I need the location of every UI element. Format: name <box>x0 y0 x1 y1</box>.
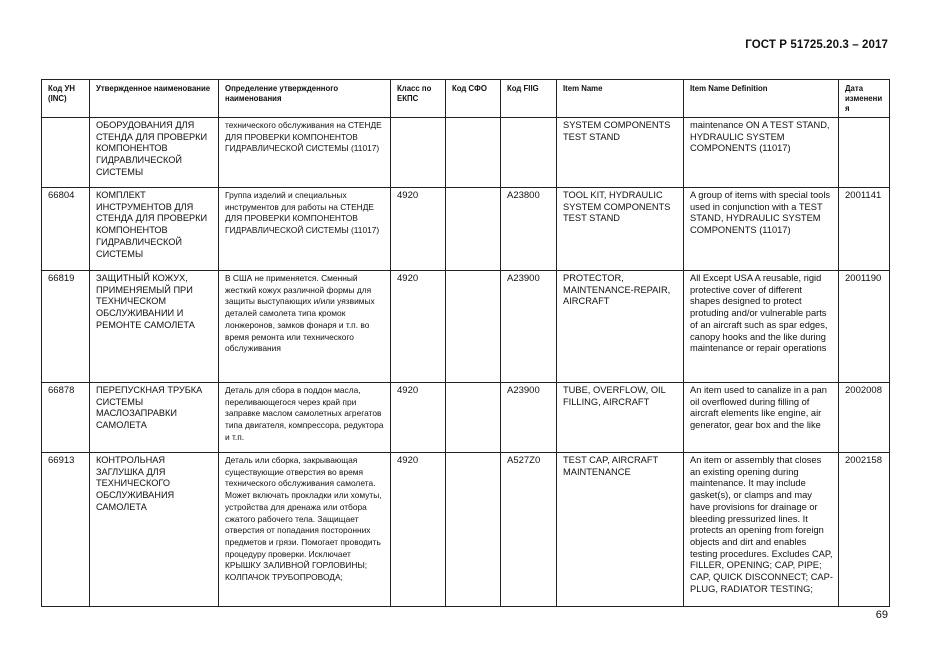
cell-change-date: 2002008 <box>839 383 890 453</box>
cell-inc <box>42 118 90 188</box>
col-header-approved-name: Утвержденное наименование <box>90 80 219 118</box>
cell-sfo-code <box>446 188 501 271</box>
cell-item-name-definition: All Except USA A reusable, rigid protective cover of different shapes designed to protect protuding and/or vulnerable parts of an aircraft such as spar edges, canopy hooks and the like during maintenance or repair operations <box>684 271 839 383</box>
cell-fiig-code: A23900 <box>501 383 557 453</box>
cell-sfo-code <box>446 453 501 607</box>
cell-item-name-definition: A group of items with special tools used in conjunction with a TEST STAND, HYDRAULIC SYSTEM COMPONENTS (11017) <box>684 188 839 271</box>
cell-definition: Группа изделий и специальных инструментов для работы на СТЕНДЕ ДЛЯ ПРОВЕРКИ КОМПОНЕНТОВ ГИДРАВЛИЧЕСКОЙ СИСТЕМЫ (11017) <box>219 188 391 271</box>
cell-inc: 66819 <box>42 271 90 383</box>
cell-approved-name: КОМПЛЕКТ ИНСТРУМЕНТОВ ДЛЯ СТЕНДА ДЛЯ ПРОВЕРКИ КОМПОНЕНТОВ ГИДРАВЛИЧЕСКОЙ СИСТЕМЫ <box>90 188 219 271</box>
cell-fiig-code <box>501 118 557 188</box>
table-row <box>42 271 890 383</box>
cell-fiig-code: A527Z0 <box>501 453 557 607</box>
col-header-inc: Код УН (INC) <box>42 80 90 118</box>
cell-sfo-code <box>446 118 501 188</box>
document-title: ГОСТ Р 51725.20.3 – 2017 <box>745 39 888 51</box>
col-header-change-date: Дата изменения <box>839 80 890 118</box>
cell-inc: 66804 <box>42 188 90 271</box>
cell-approved-name: ОБОРУДОВАНИЯ ДЛЯ СТЕНДА ДЛЯ ПРОВЕРКИ КОМПОНЕНТОВ ГИДРАВЛИЧЕСКОЙ СИСТЕМЫ <box>90 118 219 188</box>
data-table <box>41 79 890 607</box>
cell-change-date <box>839 118 890 188</box>
header-row <box>42 80 890 118</box>
cell-definition: В США не применяется. Сменный жесткий кожух различной формы для защиты выступающих и/или уязвимых деталей самолета типа кромок лонжеронов, замков фонаря и т.п. во время ремонта или технического обслуживания <box>219 271 391 383</box>
col-header-sfo-code: Код СФО <box>446 80 501 118</box>
cell-inc: 66913 <box>42 453 90 607</box>
cell-ekps-class: 4920 <box>391 383 446 453</box>
page-number: 69 <box>875 609 888 621</box>
cell-approved-name: ПЕРЕПУСКНАЯ ТРУБКА СИСТЕМЫ МАСЛОЗАПРАВКИ САМОЛЕТА <box>90 383 219 453</box>
col-header-ekps-class: Класс по ЕКПС <box>391 80 446 118</box>
cell-approved-name: ЗАЩИТНЫЙ КОЖУХ, ПРИМЕНЯЕМЫЙ ПРИ ТЕХНИЧЕСКОМ ОБСЛУЖИВАНИИ И РЕМОНТЕ САМОЛЕТА <box>90 271 219 383</box>
table-row <box>42 188 890 271</box>
cell-item-name-definition: An item or assembly that closes an existing opening during maintenance. It may include gasket(s), or clamps and may have provisions for drainage or bleeding pressurized lines. It protects an opening from foreign objects and dirt and enables testing procedures. Excludes CAP, FILLER, OPENING; CAP, PIPE; CAP, QUICK DISCONNECT; CAP-PLUG, RADIATOR TESTING; <box>684 453 839 607</box>
col-header-fiig-code: Код FIIG <box>501 80 557 118</box>
cell-ekps-class: 4920 <box>391 453 446 607</box>
cell-ekps-class: 4920 <box>391 188 446 271</box>
cell-ekps-class <box>391 118 446 188</box>
cell-inc: 66878 <box>42 383 90 453</box>
table-row <box>42 383 890 453</box>
cell-item-name: SYSTEM COMPONENTS TEST STAND <box>557 118 684 188</box>
cell-item-name-definition: An item used to canalize in a pan oil overflowed during filling of aircraft elements like engine, air generator, gear box and the like <box>684 383 839 453</box>
cell-change-date: 2002158 <box>839 453 890 607</box>
table-row <box>42 453 890 607</box>
cell-change-date: 2001141 <box>839 188 890 271</box>
cell-approved-name: КОНТРОЛЬНАЯ ЗАГЛУШКА ДЛЯ ТЕХНИЧЕСКОГО ОБСЛУЖИВАНИЯ САМОЛЕТА <box>90 453 219 607</box>
cell-item-name: TEST CAP, AIRCRAFT MAINTENANCE <box>557 453 684 607</box>
cell-sfo-code <box>446 271 501 383</box>
cell-item-name: TOOL KIT, HYDRAULIC SYSTEM COMPONENTS TEST STAND <box>557 188 684 271</box>
col-header-item-name-definition: Item Name Definition <box>684 80 839 118</box>
cell-fiig-code: A23800 <box>501 188 557 271</box>
cell-change-date: 2001190 <box>839 271 890 383</box>
cell-definition: Деталь для сбора в поддон масла, переливающегося через край при заправке маслом самолетных агрегатов типа двигателя, компрессора, редуктора и т.п. <box>219 383 391 453</box>
cell-item-name: TUBE, OVERFLOW, OIL FILLING, AIRCRAFT <box>557 383 684 453</box>
cell-definition: технического обслуживания на СТЕНДЕ ДЛЯ ПРОВЕРКИ КОМПОНЕНТОВ ГИДРАВЛИЧЕСКОЙ СИСТЕМЫ (11017) <box>219 118 391 188</box>
cell-item-name-definition: maintenance ON A TEST STAND, HYDRAULIC SYSTEM COMPONENTS (11017) <box>684 118 839 188</box>
col-header-definition: Определение утвержденного наименования <box>219 80 391 118</box>
cell-ekps-class: 4920 <box>391 271 446 383</box>
cell-definition: Деталь или сборка, закрывающая существующие отверстия во время технического обслуживания самолета. Может включать прокладки или хомуты, устройства для дренажа или отбора сжатого рабочего тела. Защищает отверстия от попадания посторонних предметов и грязи. Помогает проводить процедуру проверки. Исключает КРЫШКУ ЗАЛИВНОЙ ГОРЛОВИНЫ; КОЛПАЧОК ТРУБОПРОВОДА; <box>219 453 391 607</box>
cell-sfo-code <box>446 383 501 453</box>
table-row <box>42 118 890 188</box>
cell-fiig-code: A23900 <box>501 271 557 383</box>
cell-item-name: PROTECTOR, MAINTENANCE-REPAIR, AIRCRAFT <box>557 271 684 383</box>
col-header-item-name: Item Name <box>557 80 684 118</box>
